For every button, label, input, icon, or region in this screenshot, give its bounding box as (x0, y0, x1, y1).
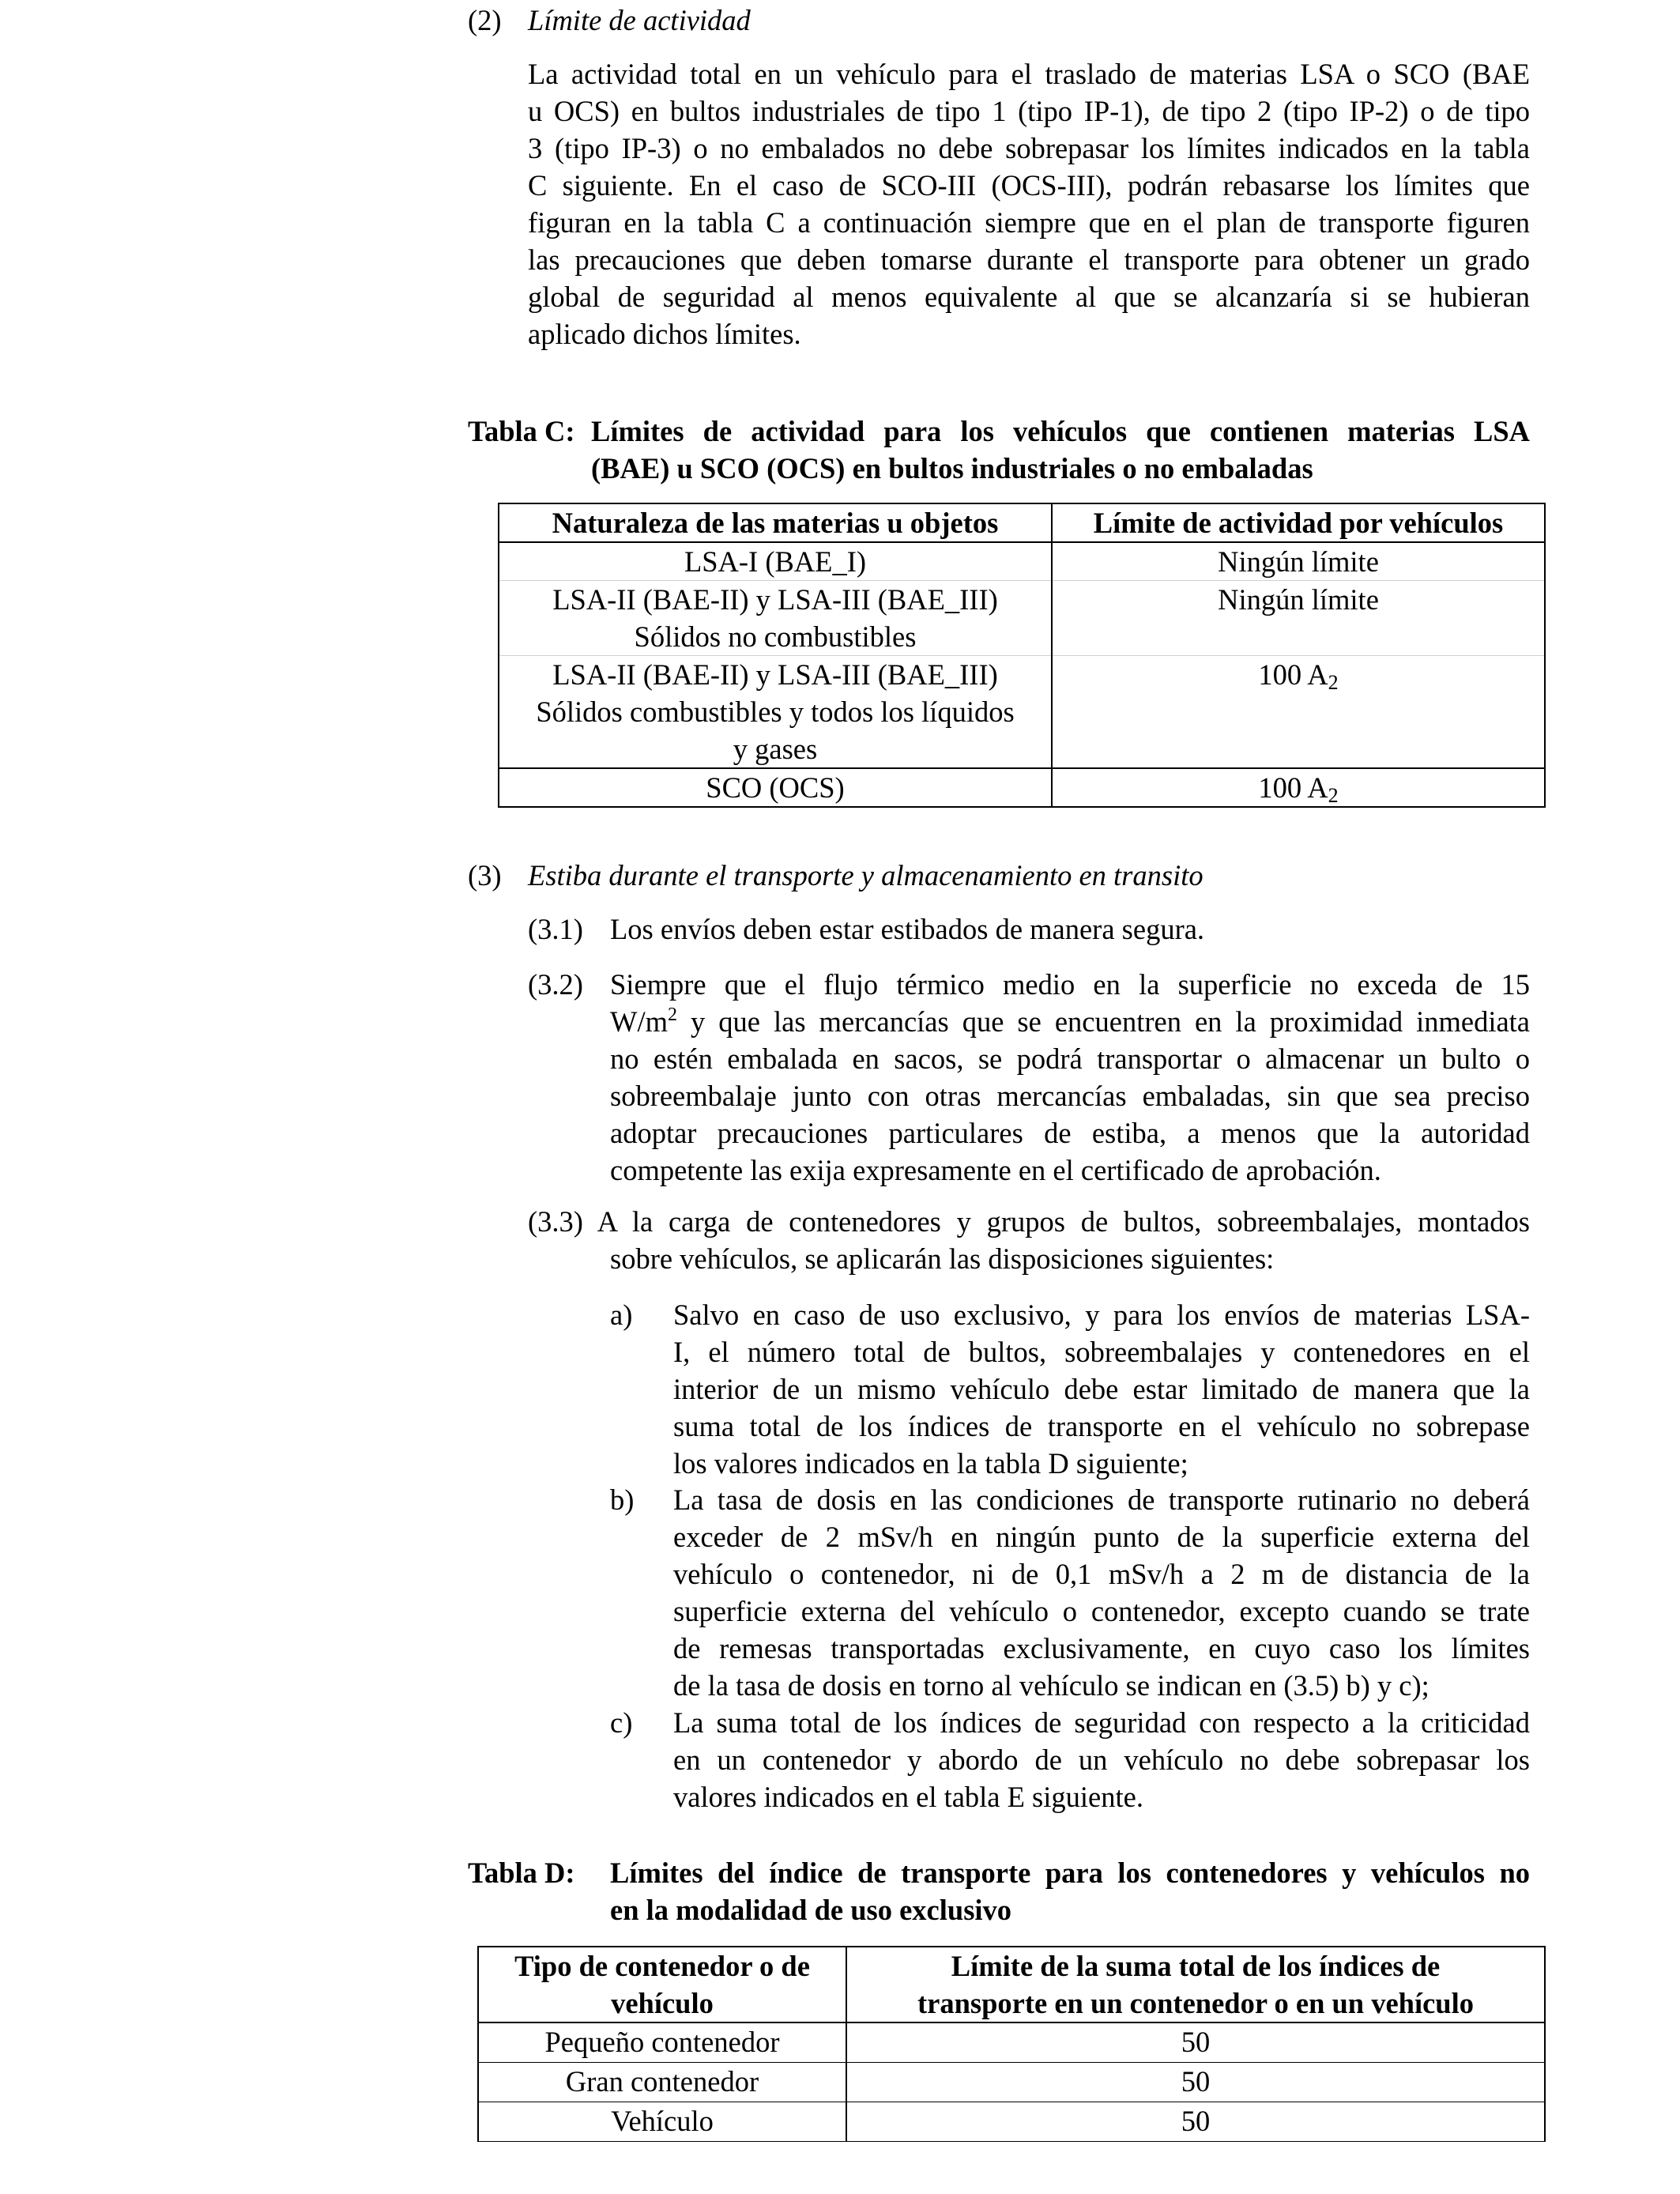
table-d-cell-limit: 50 (846, 2022, 1545, 2062)
item-b-label: b) (610, 1483, 635, 1516)
table-d-header-limit: Límite de la suma total de los índices de transporte en un contenedor o en un vehículo (846, 1947, 1545, 2022)
table-c-caption-line2: (BAE) u SCO (OCS) en bultos industriales o no embaladas (591, 452, 1313, 484)
table-c-cell-nature: SCO (OCS) (499, 768, 1052, 807)
section-3-title: Estiba durante el transporte y almacenamiento en transito (528, 859, 1203, 892)
table-row (478, 2062, 1545, 2102)
table-c-cell-nature: LSA-I (BAE_I) (499, 542, 1052, 581)
item-c-text: La suma total de los índices de seguridad con respecto a la criticidad en un contenedor y abordo de un vehículo no debe sobrepasar los valores indicados en el tabla E siguiente. (673, 1706, 1530, 1813)
table-c-cell-limit: 100 $A_2$ (1052, 768, 1545, 807)
table-row (478, 2102, 1545, 2141)
table-d-header-type: Tipo de contenedor o de vehículo (478, 1947, 846, 2022)
table-c-cell-nature: LSA-II (BAE-II) y LSA-III (BAE_III) Sólidos combustibles y todos los líquidos y gases (499, 656, 1052, 769)
table-d-cell-limit: 50 (846, 2102, 1545, 2141)
table-d-cell-type: Pequeño contenedor (478, 2022, 846, 2062)
table-row (499, 581, 1545, 656)
s31-text: Los envíos deben estar estibados de manera segura. (610, 913, 1205, 945)
item-a-label: a) (610, 1299, 633, 1331)
s32-line2: $W/m^2$ y que las mercancías que se encuentren en la proximidad inmediata (610, 1005, 1530, 1038)
table-row (499, 656, 1545, 769)
s33-line1: (3.3) A la carga de contenedores y grupos de bultos, sobreembalajes, montados (528, 1205, 1530, 1238)
table-c-header-limit: Límite de actividad por vehículos (1052, 503, 1545, 542)
table-d-label: Tabla D: (468, 1857, 575, 1889)
table-d-caption-line2: en la modalidad de uso exclusivo (610, 1894, 1012, 1926)
table-d-caption: Límites del índice de transporte para los contenedores y vehículos no (610, 1857, 1530, 1889)
table-d-cell-type: Gran contenedor (478, 2062, 846, 2102)
table-c-header-nature: Naturaleza de las materias u objetos (499, 503, 1052, 542)
section-2-title: Límite de actividad (528, 4, 751, 36)
table-d (477, 1946, 1546, 2142)
item-c-label: c) (610, 1706, 633, 1739)
s32-paragraph: Siempre que el flujo térmico medio en la superficie no exceda de 15 $W/m^2$ y que las mercancías que se encuentren en la proximidad inmediata no estén embalada en sacos, se podrá transportar o almacenar un bulto o sobreembalaje junto con otras mercancías embaladas, sin que sea preciso adoptar precauciones particulares de estiba, a menos que la autoridad competente las exija expresamente en el certificado de aprobación. (610, 968, 1530, 1186)
table-row (499, 768, 1545, 807)
item-b-text: La tasa de dosis en las condiciones de transporte rutinario no deberá exceder de 2 mSv/h en ningún punto de la superficie externa del vehículo o contenedor, ni de 0,1 mSv/h a 2 m de distancia de la superficie externa del vehículo o contenedor, excepto cuando se trate de remesas transportadas exclusivamente, en cuyo caso los límites de la tasa de dosis en torno al vehículo se indican en (3.5) b) y c); (673, 1483, 1530, 1702)
table-c (498, 503, 1546, 808)
section-2-paragraph: La actividad total en un vehículo para el traslado de materias LSA o SCO (BAE u OCS) en bultos industriales de tipo 1 (tipo IP-1), de tipo 2 (tipo IP-2) o de tipo 3 (tipo IP-3) o no embalados no debe sobrepasar los límites indicados en la tabla C siguiente. En el caso de SCO-III (OCS-III), podrán rebasarse los límites que figuran en la tabla C a continuación siempre que en el plan de transporte figuren las precauciones que deben tomarse durante el transporte para obtener un grado global de seguridad al menos equivalente al que se alcanzaría si se hubieran aplicado dichos límites. (528, 58, 1530, 350)
table-c-caption: Límites de actividad para los vehículos que contienen materias LSA (591, 415, 1530, 447)
item-a-text: Salvo en caso de uso exclusivo, y para los envíos de materias LSA- I, el número total de bultos, sobreembalajes y contenedores en el interior de un mismo vehículo debe estar limitado de manera que la suma total de los índices de transporte en el vehículo no sobrepase los valores indicados en la tabla D siguiente; (673, 1299, 1530, 1480)
section-2-number: (2) (468, 4, 502, 36)
table-c-cell-nature: LSA-II (BAE-II) y LSA-III (BAE_III) Sólidos no combustibles (499, 581, 1052, 656)
table-d-cell-type: Vehículo (478, 2102, 846, 2141)
table-c-cell-limit: Ningún límite (1052, 581, 1545, 656)
table-c-cell-limit: 100 $A_2$ (1052, 656, 1545, 769)
table-row (499, 542, 1545, 581)
table-d-cell-limit: 50 (846, 2062, 1545, 2102)
s33-line2: sobre vehículos, se aplicarán las disposiciones siguientes: (610, 1242, 1275, 1275)
table-c-cell-limit: Ningún límite (1052, 542, 1545, 581)
s32-number: (3.2) (528, 968, 583, 1001)
section-3-number: (3) (468, 859, 502, 892)
s31-number: (3.1) (528, 913, 583, 945)
table-c-label: Tabla C: (468, 415, 575, 447)
table-row (478, 2022, 1545, 2062)
